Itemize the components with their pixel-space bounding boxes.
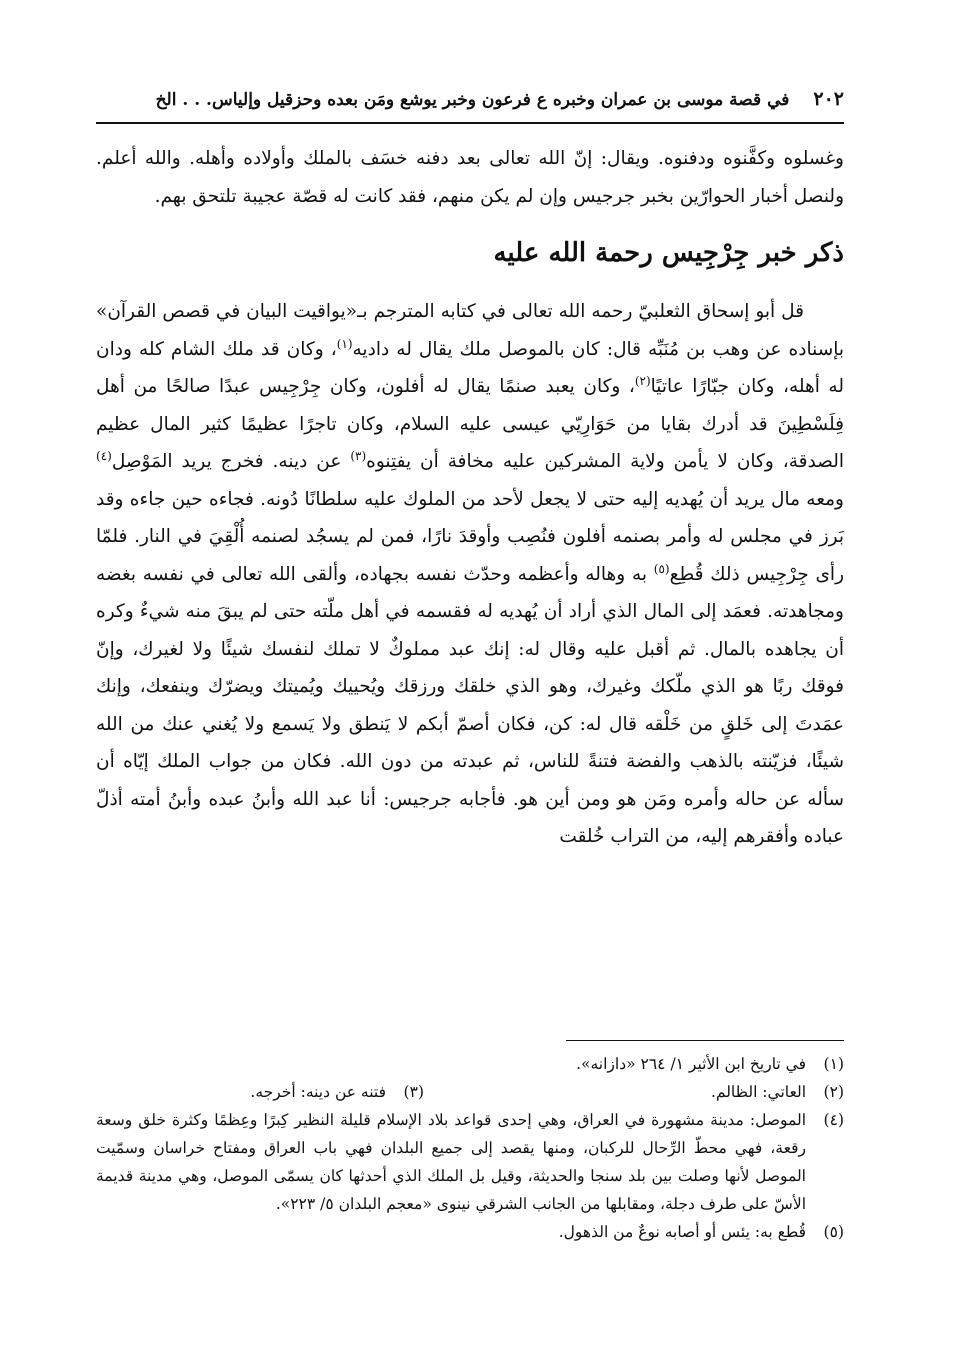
footnote-number: (٣) — [403, 1083, 424, 1101]
text-segment: قل أبو إسحاق الثعلبيّ رحمه الله تعالى في كتابه المترجم بـ«يواقيت البيان في قصص القرآن» بإسناده عن وهب بن مُنَبِّه قال: كان بالموصل ملك يقال له داديه — [96, 301, 844, 360]
footnote-marker-4[interactable]: (٤) — [96, 448, 112, 463]
footnote-1 — [96, 1050, 844, 1078]
footnote-row — [96, 1078, 844, 1106]
footnote-text: العاتي: الظالم. — [710, 1083, 806, 1101]
footnote-3 — [250, 1078, 424, 1106]
intro-paragraph: وغسلوه وكفَّنوه ودفنوه. ويقال: إنّ الله تعالى بعد دفنه خسَف بالملك وأولاده وأهله. والله أعلم. ولنصل أخبار الحوارّين بخبر جرجيس وإن لم يكن منهم، فقد كانت له قصّة عجيبة تلتحق بهم. — [96, 148, 844, 207]
footnote-number: (١) — [823, 1055, 844, 1073]
page-number: ٢٠٢ — [813, 88, 844, 110]
footnote-marker-2[interactable]: (٢) — [634, 373, 651, 388]
footnote-number: (٤) — [823, 1111, 844, 1129]
header-title: في قصة موسى بن عمران وخبره ع فرعون وخبر يوشع ومَن بعده وحزقيل وإلياس. . . الخ — [155, 90, 790, 110]
footnote-4 — [96, 1106, 844, 1218]
text-segment: ، وكان قد ملك الشام كله ودان له أهله، وكان جبّارًا عاتيًا — [96, 338, 844, 397]
footnote-rule — [566, 1040, 844, 1041]
footnote-text: في تاريخ ابن الأثير ١/ ٢٦٤ «دازانه». — [576, 1055, 806, 1073]
footnote-marker-1[interactable]: (١) — [336, 336, 353, 351]
section-title: ذكر خبر جِرْجِيس رحمة الله عليه — [493, 238, 844, 268]
text-segment: ومعه مال يريد أن يُهديه إليه حتى لا يجعل لأحد من الملوك عليه سلطانًا دُونه. فجاءه حين جاءه وقد بَرز في مجلس له وأمر بصنمه أفلون فنُصِب وأوقدَ نارًا، فمن لم يسجُد لصنمه أُلْقِيَ في النار. فلمّا رأى جِرْجِيس ذلك قُطِع — [96, 488, 845, 585]
footnote-text: فتنه عن دينه: أخرجه. — [250, 1083, 386, 1101]
text-segment: عن دينه. فخرج يريد المَوْصِل — [111, 451, 351, 472]
footnote-text: قُطع به: يئس أو أصابه نوعٌ من الذهول. — [558, 1223, 806, 1241]
footnote-2 — [424, 1078, 844, 1106]
footnote-number: (٢) — [823, 1083, 844, 1101]
body-text — [96, 140, 844, 856]
text-segment: به وهاله وأعظمه وحدّث نفسه بجهاده، وألقى الله تعالى في نفسه بغضه ومجاهدته. فعمَد إلى المال الذي أراد أن يُهديه له فقسمه في أهل ملّته حتى لم يبقَ منه شيءٌ وكره أن يجاهده بالمال. ثم أقبل عليه وقال له: إنك عبد مملوكٌ لا تملك لنفسك شيئًا ولا لغيرك، وإنّ فوقك ربًا هو الذي ملّكك وغيرك، وهو الذي خلقك ورزقك ويُحييك ويُميتك ويضرّك وينفعك، وإنك عمَدتَ إلى خَلقٍ من خَلْقه قال له: كن، فكان أصمّ أبكم لا يَنطق ولا يَسمع ولا يُغني عنك من الله شيئًا، فزيّنته بالذهب والفضة فتنةً للناس، ثم عبدته من دون الله. فكان من جواب الملك إيّاه أن سأله عن حاله وأمره ومَن هو ومن أين هو. فأجابه جرجيس: أنا عبد الله وأبنُ عبده وأبنُ أمته أذلّ عباده وأفقرهم إليه، من التراب خُلقت — [96, 563, 844, 847]
text-segment: ، وكان يعبد صنمًا يقال له أفلون، وكان جِرْجِيس عبدًا صالحًا من أهل فِلَسْطِينَ قد أدرك بقايا من حَوَارِيّي عيسى عليه السلام، وكان تاجرًا عظيمًا كثير المال عظيم الصدقة، وكان لا يأمن ولاية المشركين عليه مخافة أن يفتِنوه — [96, 376, 844, 472]
footnote-5 — [96, 1218, 844, 1246]
main-paragraph — [96, 293, 844, 856]
footnote-marker-3[interactable]: (٣) — [350, 448, 367, 463]
footnote-number: (٥) — [823, 1223, 844, 1241]
running-header — [96, 88, 844, 118]
footnote-text: الموصل: مدينة مشهورة في العراق، وهي إحدى قواعد بلاد الإسلام قليلة النظير كِبرًا وعِظمًا وكثرة خلق وسعة رقعة، فهي محطّ الرِّحال للركبان، ومنها يقصد إلى جميع البلدان فهي باب العراق ومفتاح خراسان وسمّيت الموصل لأنها وصلت بين بلد سنجا والحديثة، وقيل بل الملك الذي أحدثها كان يسمّى الموصل، وهي مدينة قديمة الأسّ على طرف دجلة، ومقابلها من الجانب الشرقي نينوى «معجم البلدان ٥/ ٢٢٣». — [96, 1111, 806, 1213]
header-rule — [96, 122, 844, 124]
footnote-marker-5[interactable]: (٥) — [653, 561, 670, 576]
footnotes — [96, 1050, 844, 1246]
